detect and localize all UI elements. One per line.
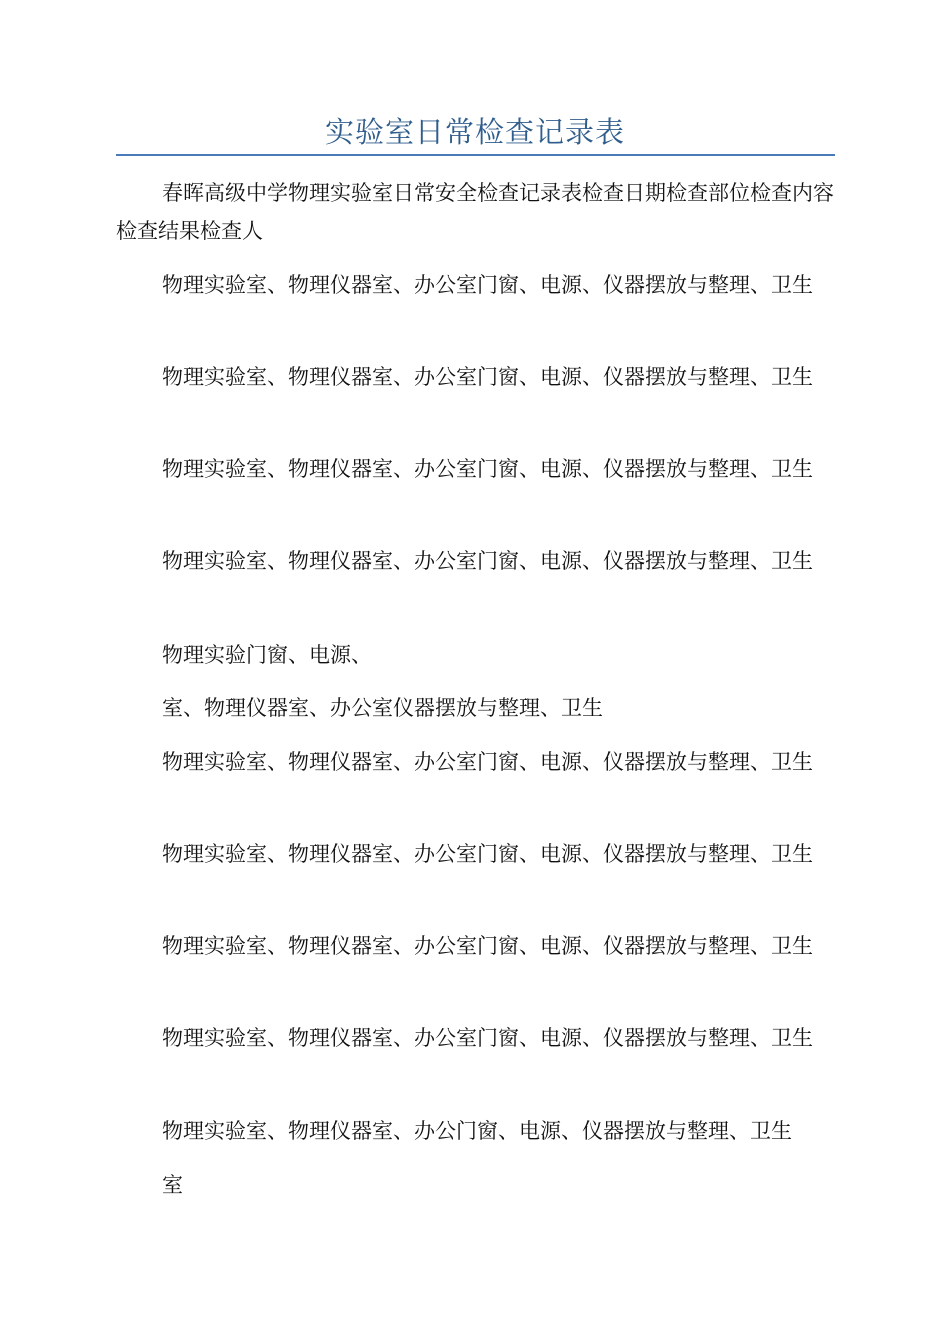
paragraph: 物理实验室、物理仪器室、办公门窗、电源、仪器摆放与整理、卫生 bbox=[162, 1119, 792, 1143]
paragraph: 物理实验室、物理仪器室、办公室门窗、电源、仪器摆放与整理、卫生 bbox=[162, 365, 813, 389]
paragraph: 物理实验室、物理仪器室、办公室门窗、电源、仪器摆放与整理、卫生 bbox=[162, 457, 813, 481]
paragraph: 物理实验室、物理仪器室、办公室门窗、电源、仪器摆放与整理、卫生 bbox=[162, 842, 813, 866]
title-underline bbox=[116, 154, 835, 156]
paragraph: 室、物理仪器室、办公室仪器摆放与整理、卫生 bbox=[162, 696, 603, 720]
paragraph: 物理实验室、物理仪器室、办公室门窗、电源、仪器摆放与整理、卫生 bbox=[162, 750, 813, 774]
paragraph: 物理实验室、物理仪器室、办公室门窗、电源、仪器摆放与整理、卫生 bbox=[162, 273, 813, 297]
document-title: 实验室日常检查记录表 bbox=[324, 115, 625, 149]
paragraph: 物理实验室、物理仪器室、办公室门窗、电源、仪器摆放与整理、卫生 bbox=[162, 549, 813, 573]
paragraph-intro: 春晖高级中学物理实验室日常安全检查记录表检查日期检查部位检查内容检查结果检查人 bbox=[116, 181, 834, 243]
paragraph: 室 bbox=[162, 1173, 183, 1197]
paragraph: 物理实验室、物理仪器室、办公室门窗、电源、仪器摆放与整理、卫生 bbox=[162, 934, 813, 958]
paragraph: 物理实验门窗、电源、 bbox=[162, 643, 372, 667]
paragraph: 物理实验室、物理仪器室、办公室门窗、电源、仪器摆放与整理、卫生 bbox=[162, 1026, 813, 1050]
